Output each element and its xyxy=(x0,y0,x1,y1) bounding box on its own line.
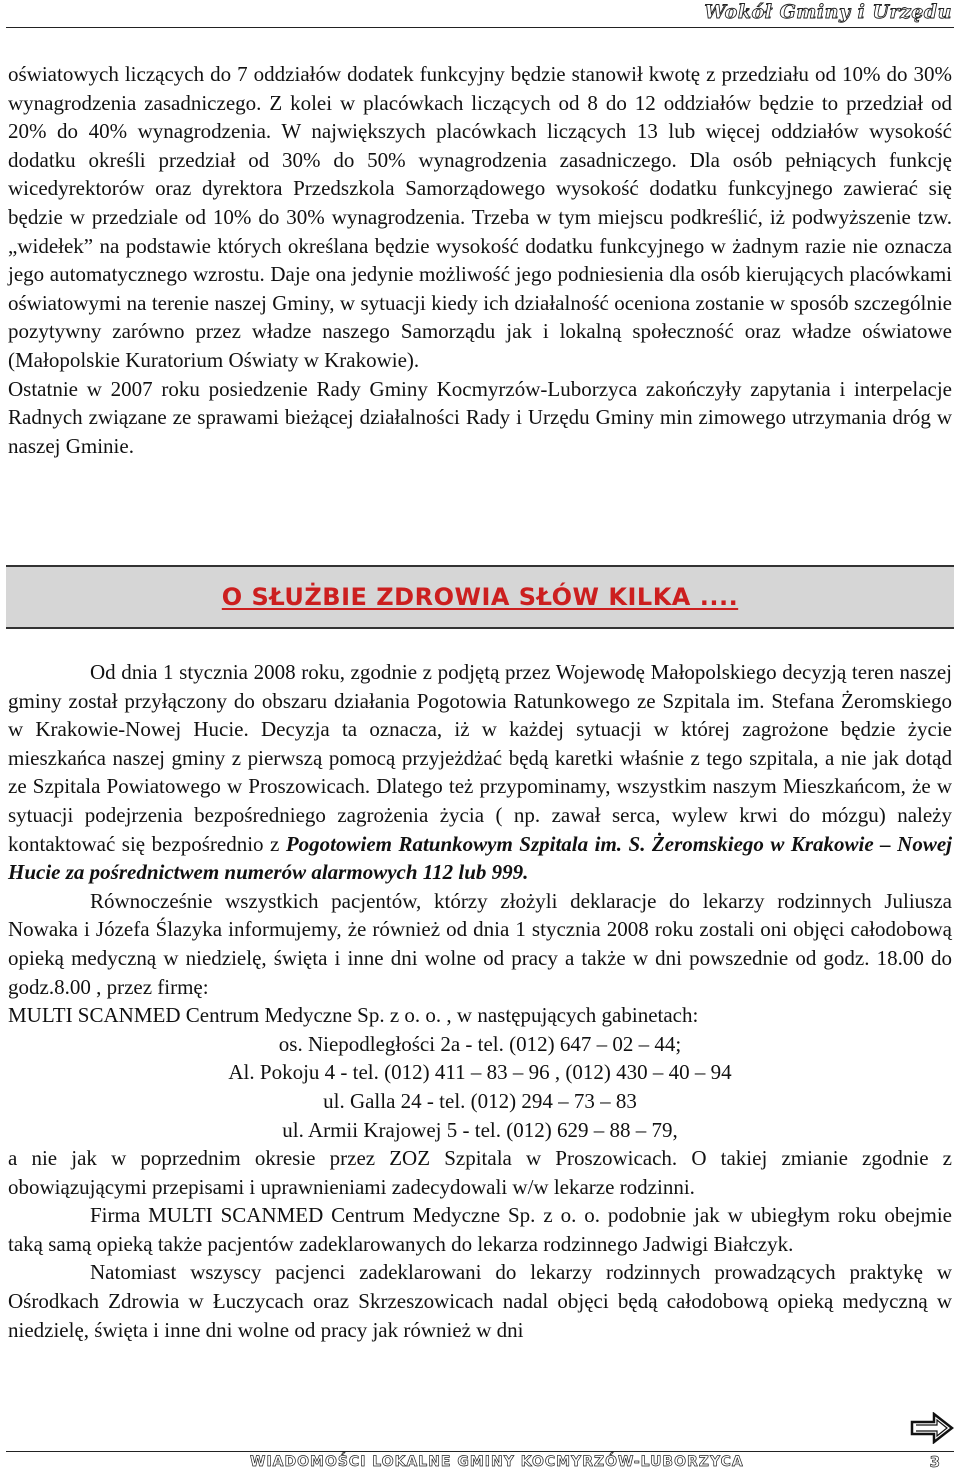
paragraph: Ostatnie w 2007 roku posiedzenie Rady Gminy Kocmyrzów-Luborzyca zakończyły zapytania i interpelacje Radnych związane ze sprawami bieżącej działalności Rady i Urzędu Gminy min zimowego utrzymania dróg w naszej Gminie. xyxy=(8,376,952,458)
section-health xyxy=(8,658,952,1344)
header-rule xyxy=(6,27,954,28)
footer-title: WIADOMOŚCI LOKALNE GMINY KOCMYRZÓW-LUBORZYCA xyxy=(250,1454,744,1470)
arrow-right-icon[interactable] xyxy=(910,1412,954,1444)
address-line: Al. Pokoju 4 - tel. (012) 411 – 83 – 96 , (012) 430 – 40 – 94 xyxy=(228,1060,732,1085)
paragraph: Firma MULTI SCANMED Centrum Medyczne Sp. z o. o. podobnie jak w ubiegłym roku obejmie taką samą opieką także pacjentów zadeklarowanych do lekarza rodzinnego Jadwigi Białczyk. xyxy=(8,1203,952,1256)
address-line: ul. Galla 24 - tel. (012) 294 – 73 – 83 xyxy=(323,1088,637,1113)
paragraph-text: Od dnia 1 stycznia 2008 roku, zgodnie z podjętą przez Wojewodę Małopolskiego decyzją teren naszej gminy został przyłączony do obszaru działania Pogotowia Ratunkowego ze Szpitala im. Stefana Żeromskiego w Krakowie-Nowej Hucie. Decyzja ta oznacza, iż w każdej sytuacji w której zagrożone będzie życie mieszkańca naszej gminy z pierwszą pomocą przyjeżdżać będą karetki właśnie z tego szpitala, a nie jak dotąd ze Szpitala Powiatowego w Proszowicach. Dlatego też przypominamy, wszystkim naszym Mieszkańcom, że w sytuacji podejrzenia bezpośredniego zagrożenia życia ( np. zawał serca, wylew krwi do mózgu) należy kontaktować się bezpośrednio z xyxy=(8,660,952,856)
footer-rule xyxy=(6,1451,954,1452)
paragraph: Równocześnie wszystkich pacjentów, którzy złożyli deklaracje do lekarzy rodzinnych Juliusza Nowaka i Józefa Ślazyka informujemy, że również od dnia 1 stycznia 2008 roku zostali oni objęci całodobową opieką medyczną w niedzielę, święta i inne dni wolne od pracy a także w dni powszednie od godz. 18.00 do godz.8.00 , przez firmę: xyxy=(8,888,952,999)
section-banner xyxy=(6,565,954,629)
banner-title: O SŁUŻBIE ZDROWIA SŁÓW KILKA .... xyxy=(221,583,739,611)
paragraph: Natomiast wszyscy pacjenci zadeklarowani do lekarzy rodzinnych prowadzących praktykę w Ośrodkach Zdrowia w Łuczycach oraz Skrzeszowicach nadal objęci będą całodobową opieką medyczną w niedzielę, święta i inne dni wolne od pracy jak również w dni xyxy=(8,1260,952,1342)
paragraph: MULTI SCANMED Centrum Medyczne Sp. z o. o. , w następujących gabinetach: xyxy=(8,1003,699,1028)
address-line: os. Niepodległości 2a - tel. (012) 647 – 02 – 44; xyxy=(278,1031,682,1056)
page-number: 3 xyxy=(929,1453,940,1471)
paragraph: oświatowych liczących do 7 oddziałów dodatek funkcyjny będzie stanowił kwotę z przedziału od 10% do 30% wynagrodzenia zasadniczego. Z kolei w placówkach liczących od 8 do 12 oddziałów będzie to przedział od 20% do 40% wynagrodzenia. W największych placówkach liczących 13 lub więcej oddziałów wysokość dodatku określi przedział od 30% do 50% wynagrodzenia zasadniczego. Dla osób pełniących funkcję wicedyrektorów oraz dyrektora Przedszkola Samorządowego wysokość dodatku funkcyjnego zawierać się będzie w przedziale od 10% do 30% wynagrodzenia. Trzeba w tym miejscu podkreślić, iż podwyższenie tzw. „widełek” na podstawie których określana będzie wysokość dodatku funkcyjnego w żadnym razie nie oznacza jego automatycznego wzrostu. Daje ona jedynie możliwość jego podniesienia dla osób kierujących placówkami oświatowymi na terenie naszej Gminy, w sytuacji kiedy ich działalność oceniona zostanie w sposób szczególnie pozytywny zarówno przez władze naszego Samorządu jak i lokalną społeczność oraz władze oświatowe (Małopolskie Kuratorium Oświaty w Krakowie). xyxy=(8,62,952,372)
section-education xyxy=(8,60,952,460)
header-title: Wokół Gminy i Urzędu xyxy=(704,1,952,23)
address-line: ul. Armii Krajowej 5 - tel. (012) 629 – 88 – 79, xyxy=(282,1117,678,1142)
paragraph: a nie jak w poprzednim okresie przez ZOZ Szpitala w Proszowicach. O takiej zmianie zgodnie z obowiązującymi przepisami i uprawnieniami zadecydowali w/w lekarze rodzinni. xyxy=(8,1146,952,1199)
paragraph xyxy=(8,658,952,887)
emergency-notice: Pogotowiem Ratunkowym Szpitala im. S. Żeromskiego w Krakowie – Nowej Hucie za pośrednictwem numerów alarmowych 112 lub 999. xyxy=(8,831,952,885)
